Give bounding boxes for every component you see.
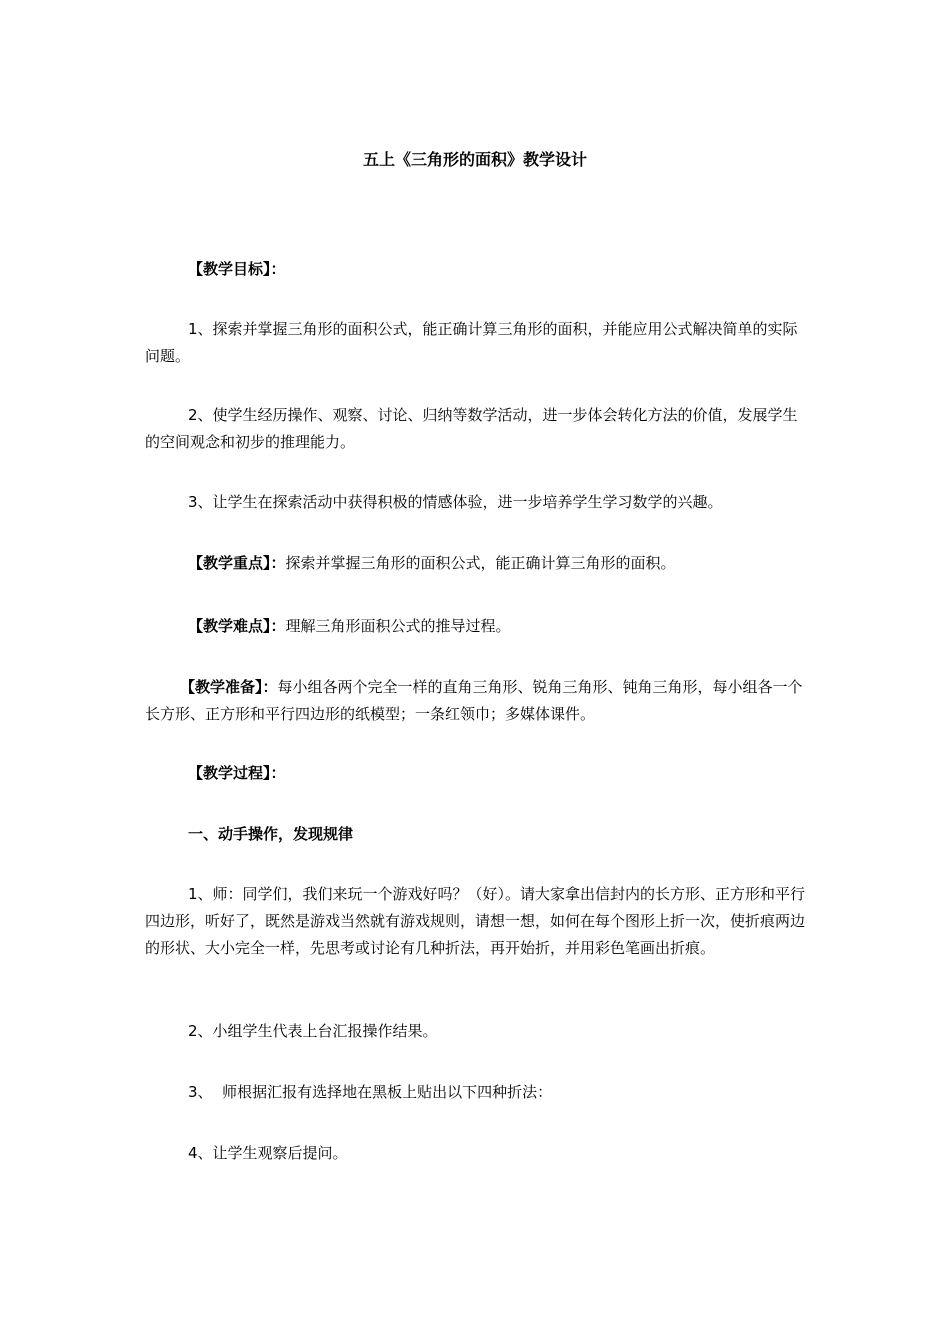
section-1-heading: 一、动手操作，发现规律 bbox=[188, 825, 354, 843]
objective-1: 1、探索并掌握三角形的面积公式，能正确计算三角形的面积，并能应用公式解决简单的实际问题。 bbox=[145, 320, 798, 365]
objectives-heading: 【教学目标】： bbox=[188, 260, 286, 278]
key-point-label: 【教学重点】： bbox=[188, 554, 286, 572]
difficulty-label: 【教学难点】： bbox=[188, 617, 286, 635]
objective-3: 3、让学生在探索活动中获得积极的情感体验，进一步培养学生学习数学的兴趣。 bbox=[188, 493, 723, 511]
step-4: 4、让学生观察后提问。 bbox=[188, 1144, 348, 1162]
key-point-text: 探索并掌握三角形的面积公式，能正确计算三角形的面积。 bbox=[285, 554, 676, 572]
objective-2: 2、使学生经历操作、观察、讨论、归纳等数学活动，进一步体会转化方法的价值，发展学生的空间观念和初步的推理能力。 bbox=[145, 406, 798, 451]
preparation-text: 每小组各两个完全一样的直角三角形、锐角三角形、钝角三角形，每小组各一个长方形、正方形和平行四边形的纸模型；一条红领巾；多媒体课件。 bbox=[145, 678, 803, 723]
preparation-paragraph bbox=[145, 674, 810, 728]
preparation-label: 【教学准备】： bbox=[180, 678, 278, 696]
step-3: 3、 师根据汇报有选择地在黑板上贴出以下四种折法： bbox=[188, 1083, 553, 1101]
key-point-paragraph bbox=[145, 550, 810, 577]
step-2: 2、小组学生代表上台汇报操作结果。 bbox=[188, 1022, 438, 1040]
document-title: 五上《三角形的面积》教学设计 bbox=[362, 150, 587, 169]
difficulty-text: 理解三角形面积公式的推导过程。 bbox=[285, 617, 511, 635]
step-1: 1、师：同学们，我们来玩一个游戏好吗？（好）。请大家拿出信封内的长方形、正方形和平行四边形，听好了，既然是游戏当然就有游戏规则，请想一想，如何在每个图形上折一次，使折痕两边的形状、大小完全一样，先思考或讨论有几种折法，再开始折，并用彩色笔画出折痕。 bbox=[145, 885, 806, 957]
difficulty-paragraph bbox=[145, 613, 810, 640]
process-heading: 【教学过程】： bbox=[188, 764, 286, 782]
